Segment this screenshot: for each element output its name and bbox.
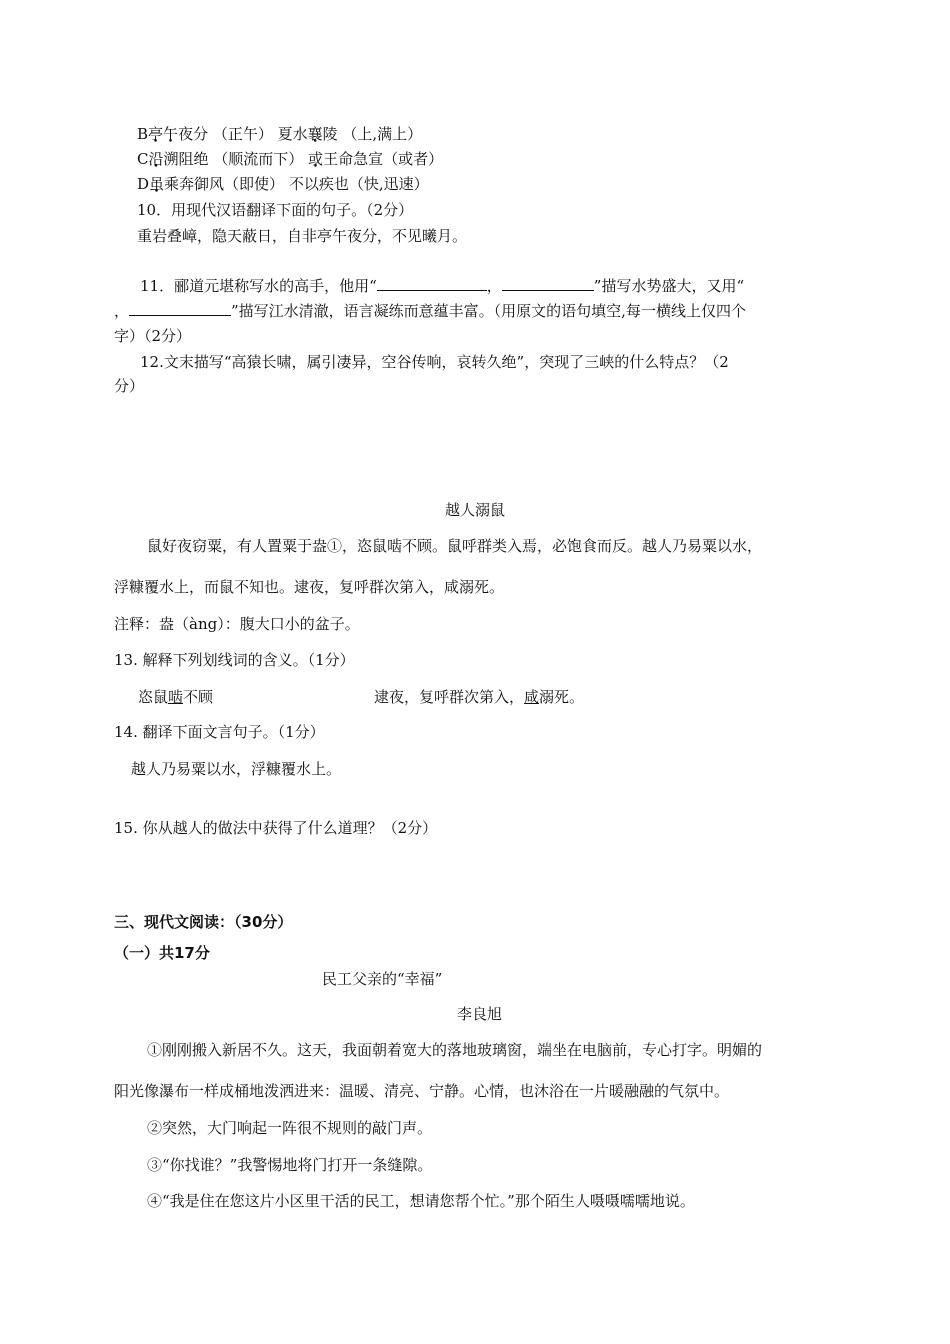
question-11-line-3: 字）（2分） — [114, 327, 192, 345]
answer-blank[interactable] — [377, 276, 487, 291]
answer-blank[interactable] — [129, 301, 231, 316]
article-paragraph: ②突然，大门响起一阵很不规则的敲门声。 — [147, 1119, 433, 1137]
article-paragraph: 阳光像瀑布一样成桶地泼洒进来：温暖、清亮、宁静。心情，也沐浴在一片暖融融的气氛中。 — [114, 1082, 730, 1100]
question-10-sentence: 重岩叠嶂，隐天蔽日，自非亭午夜分，不见曦月。 — [137, 227, 468, 245]
section-heading: 三、现代文阅读：（30分） — [114, 913, 293, 931]
option-letter: C — [137, 150, 149, 168]
passage-title: 越人溺鼠 — [444, 501, 505, 519]
article-paragraph: ④“我是住在您这片小区里干活的民工，想请您帮个忙。”那个陌生人嗫嗫嚅嚅地说。 — [147, 1192, 695, 1210]
option-text: 乘奔御风（即使） 不以疾也（快,迅速） — [164, 175, 429, 193]
underlined-word: 啮 — [168, 688, 184, 706]
answer-blank[interactable] — [502, 276, 594, 291]
dotted-char: 虽 — [149, 175, 165, 193]
passage-paragraph: 鼠好夜窃粟，有人置粟于盎①，恣鼠啮不顾。鼠呼群类入焉，必饱食而反。越人乃易粟以水， — [147, 537, 763, 555]
question-13-item-1 — [138, 687, 213, 707]
text: ， — [114, 302, 130, 320]
passage-paragraph: 浮糠覆水上，而鼠不知也。逮夜，复呼群次第入，咸溺死。 — [114, 578, 505, 596]
question-14-prompt: 14. 翻译下面文言句子。（1分） — [114, 723, 325, 741]
question-14-sentence: 越人乃易粟以水，浮糠覆水上。 — [131, 760, 342, 778]
text: 11．郦道元堪称写水的高手，他用“ — [140, 277, 377, 295]
option-b — [137, 124, 422, 144]
article-title: 民工父亲的“幸福” — [322, 970, 443, 988]
question-11-line-2 — [114, 301, 746, 321]
question-11-line-1 — [140, 276, 744, 296]
option-d — [137, 174, 429, 194]
question-15-prompt: 15. 你从越人的做法中获得了什么道理？（2分） — [114, 819, 438, 837]
dotted-char: 沿 — [148, 150, 164, 168]
dotted-char: 午 — [163, 125, 179, 143]
article-author: 李良旭 — [457, 1005, 503, 1023]
question-10-prompt: 10．用现代汉语翻译下面的句子。（2分） — [137, 201, 414, 219]
dotted-char: 或 — [308, 150, 324, 168]
article-paragraph: ①刚刚搬入新居不久。这天，我面朝着宽大的落地玻璃窗，端坐在电脑前，专心打字。明媚的 — [147, 1041, 763, 1059]
option-text: 夜分 （正午） 夏水 — [178, 125, 308, 143]
question-13-item-2 — [374, 687, 584, 707]
text: 恣鼠 — [138, 688, 169, 706]
question-13-prompt: 13. 解释下列划线词的含义。（1分） — [114, 651, 355, 669]
option-letter: B — [137, 125, 149, 143]
underlined-word: 咸 — [524, 688, 540, 706]
dotted-char: 亭 — [148, 125, 164, 143]
option-letter: D — [137, 175, 150, 193]
option-text: 溯阻绝 （顺流而下） — [163, 150, 309, 168]
option-c — [137, 149, 443, 169]
passage-note: 注释：盎（àng）：腹大口小的盆子。 — [114, 615, 360, 633]
dotted-char: 襄 — [307, 125, 323, 143]
text: ”描写水势盛大，又用“ — [593, 277, 745, 295]
option-text: 陵 （上,满上） — [322, 125, 423, 143]
text: ， — [486, 277, 502, 295]
text: ”描写江水清澈，语言凝练而意蕴丰富。（用原文的语句填空,每一横线上仅四个 — [231, 302, 746, 320]
text: 不顾 — [183, 688, 214, 706]
text: 溺死。 — [539, 688, 585, 706]
article-paragraph: ③“你找谁？”我警惕地将门打开一条缝隙。 — [147, 1156, 433, 1174]
text: 逮夜，复呼群次第入， — [374, 688, 525, 706]
question-12-line-2: 分） — [114, 377, 145, 395]
question-12-line-1: 12.文末描写“高猿长啸，属引凄异，空谷传响，哀转久绝”，突现了三峡的什么特点？（2 — [140, 353, 729, 371]
subsection-heading: （一）共17分 — [114, 944, 210, 962]
option-text: 王命急宣（或者） — [323, 150, 444, 168]
